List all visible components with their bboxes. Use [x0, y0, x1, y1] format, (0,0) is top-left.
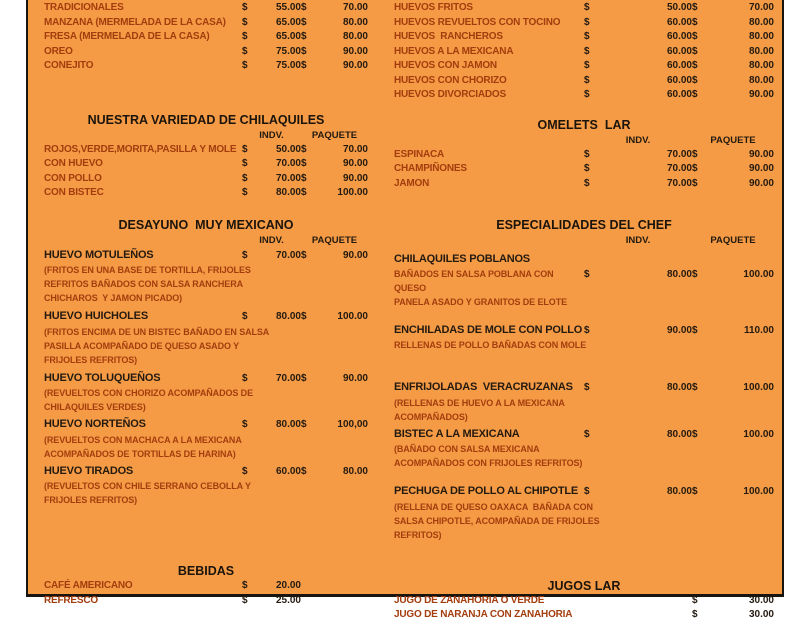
currency-indv: $: [584, 16, 590, 28]
currency-indv: $: [242, 2, 248, 13]
currency-paquete: $: [692, 382, 698, 393]
col-header-indv: INDV.: [259, 234, 284, 246]
price-paquete: 90.00: [342, 372, 368, 384]
price-indv: 60.00: [666, 16, 692, 28]
menu-item-row: [394, 148, 774, 163]
menu-item-row: [394, 74, 774, 89]
menu-item-row: [44, 59, 368, 74]
dish-description: REFRITOS): [394, 529, 442, 540]
menu-item-row: [44, 594, 368, 609]
currency-paquete: $: [692, 148, 698, 160]
item-name: CON BISTEC: [44, 187, 104, 198]
dish-block: [394, 252, 774, 309]
dish-description: FRIJOLES REFRITOS): [44, 354, 138, 365]
price-indv: 80.00: [275, 419, 301, 430]
currency-indv: $: [584, 177, 590, 189]
price-paquete: 90.00: [748, 163, 774, 174]
price-indv: 70.00: [275, 172, 301, 184]
section-desayuno: [44, 217, 368, 508]
currency-paquete: $: [692, 16, 698, 28]
menu-item-row: [44, 1, 368, 16]
currency-paquete: $: [301, 465, 307, 477]
price-indv: 70.00: [666, 148, 692, 160]
price-indv: 80.00: [275, 311, 301, 322]
currency-indv: $: [242, 419, 248, 430]
menu-item-row: [394, 608, 774, 623]
dish-title-row: [394, 323, 774, 339]
price-paquete: 90.00: [748, 148, 774, 160]
currency-indv: $: [584, 486, 590, 497]
price-paquete: 80.00: [342, 16, 368, 28]
dish-title-row: [44, 309, 368, 325]
price-indv: 70.00: [275, 372, 301, 384]
currency-paquete: $: [692, 428, 698, 440]
item-name: REFRESCO: [44, 594, 98, 606]
item-name: HUEVOS FRITOS: [394, 2, 473, 13]
price-indv: 50.00: [275, 143, 301, 155]
price-column-headers: [394, 134, 774, 148]
item-name: HUEVOS CON CHORIZO: [394, 74, 507, 86]
price-indv: 60.00: [666, 89, 692, 100]
section-title: OMELETS LAR: [537, 117, 631, 132]
item-name: JUGO DE ZANAHORIA O VERDE: [394, 594, 545, 606]
dish-name: HUEVO MOTULEÑOS: [44, 248, 154, 261]
dish-block: [394, 323, 774, 353]
dish-block: [394, 484, 774, 542]
currency-paquete: $: [301, 16, 307, 28]
dish-desc-price-row: [394, 267, 774, 295]
menu-item-row: [394, 88, 774, 103]
col-header-paquete: PAQUETE: [311, 234, 358, 246]
section-chilaquiles: [44, 112, 368, 201]
price: 25.00: [275, 594, 301, 606]
item-name: HUEVOS DIVORCIADOS: [394, 89, 506, 100]
item-name: HUEVOS REVUELTOS CON TOCINO: [394, 16, 561, 28]
menu-item-row: [44, 157, 368, 172]
section-title: BEBIDAS: [177, 564, 235, 578]
price-column-headers: [394, 234, 774, 248]
currency-paquete: $: [301, 172, 307, 184]
price: 20.00: [275, 580, 301, 591]
price-paquete: 90.00: [342, 60, 368, 71]
dish-name: PECHUGA DE POLLO AL CHIPOTLE: [394, 485, 579, 497]
dish-title-row: [44, 248, 368, 264]
section-title: JUGOS LAR: [547, 578, 621, 593]
price-indv: 50.00: [666, 2, 692, 13]
price-indv: 80.00: [666, 382, 692, 393]
price-indv: 80.00: [666, 428, 692, 440]
price-column-headers: [44, 129, 368, 143]
price-indv: 75.00: [275, 45, 301, 57]
dish-block: [394, 380, 774, 424]
col-header-indv: INDV.: [625, 134, 651, 146]
item-name: ESPINACA: [394, 148, 445, 160]
item-name: HUEVOS A LA MEXICANA: [394, 45, 514, 57]
currency-indv: $: [242, 249, 248, 261]
currency-indv: $: [242, 158, 248, 169]
menu-right-column: [394, 0, 774, 623]
menu-item-row: [394, 59, 774, 74]
price-indv: 60.00: [275, 465, 301, 477]
section-huevos-items: [394, 1, 774, 103]
currency-paquete: $: [692, 89, 698, 100]
currency-paquete: $: [301, 31, 307, 42]
menu-item-row: [44, 30, 368, 45]
dish-description: PANELA ASADO Y GRANITOS DE ELOTE: [394, 296, 567, 307]
dish-description: (REVUELTOS CON CHILE SERRANO CEBOLLA Y: [44, 481, 251, 491]
dish-description: FRIJOLES REFRITOS): [44, 495, 138, 505]
dish-name: ENCHILADAS DE MOLE CON POLLO: [394, 323, 583, 336]
section-jugos: [394, 578, 774, 623]
currency-paquete: $: [692, 163, 698, 174]
dish-title-row: [394, 484, 774, 500]
currency-paquete: $: [692, 60, 698, 71]
currency-indv: $: [584, 45, 590, 57]
currency-paquete: $: [692, 74, 698, 86]
price-indv: 80.00: [275, 187, 301, 198]
dish-title-row: [394, 252, 774, 267]
dish-description: PASILLA ACOMPAÑADO DE QUESO ASADO Y: [44, 340, 240, 351]
dish-name: HUEVO TOLUQUEÑOS: [44, 371, 161, 384]
item-name: OREO: [44, 45, 73, 57]
dish-title-row: [394, 427, 774, 443]
price-paquete: 100.00: [743, 486, 774, 497]
price-indv: 90.00: [666, 324, 692, 336]
price-indv: 70.00: [666, 163, 692, 174]
currency: $: [242, 580, 248, 591]
currency-indv: $: [584, 89, 590, 100]
item-name: HUEVOS CON JAMON: [394, 60, 497, 71]
menu-item-row: [44, 579, 368, 594]
section-title: ESPECIALIDADES DEL CHEF: [496, 218, 672, 232]
price-indv: 65.00: [275, 16, 301, 28]
dish-description: SALSA CHIPOTLE, ACOMPAÑADA DE FRIJOLES: [394, 515, 600, 526]
section-omelets: [394, 117, 774, 192]
currency-indv: $: [242, 372, 248, 384]
item-name: CON POLLO: [44, 172, 102, 184]
currency-indv: $: [242, 465, 248, 477]
price-indv: 80.00: [666, 268, 692, 280]
price-paquete: 70.00: [342, 2, 368, 13]
currency-indv: $: [584, 2, 590, 13]
currency-paquete: $: [692, 268, 698, 280]
menu-page: [26, 0, 784, 620]
dish-description: BAÑADOS EN SALSA POBLANA CON QUESO: [394, 268, 556, 293]
price-paquete: 90.00: [342, 158, 368, 169]
dish-description: CHILAQUILES VERDES): [44, 402, 146, 412]
menu-item-row: [394, 594, 774, 609]
dish-title-row: [44, 464, 368, 480]
currency-indv: $: [584, 148, 590, 160]
dish-block: [44, 248, 368, 306]
col-header-indv: INDV.: [625, 235, 651, 246]
dish-block: [44, 309, 368, 367]
price-indv: 60.00: [666, 60, 692, 71]
section-title: NUESTRA VARIEDAD DE CHILAQUILES: [87, 112, 325, 127]
price-indv: 65.00: [275, 31, 301, 42]
price-paquete: 110.00: [743, 324, 774, 336]
menu-item-row: [44, 186, 368, 201]
price-paquete: 90.00: [748, 89, 774, 100]
dish-block: [44, 417, 368, 461]
price-indv: 55.00: [275, 2, 301, 13]
price-indv: 60.00: [666, 31, 692, 42]
dish-name: HUEVO HUICHOLES: [44, 310, 148, 322]
dish-description: (RELLENAS DE HUEVO A LA MEXICANA: [394, 397, 565, 408]
currency-indv: $: [242, 31, 248, 42]
dish-block: [394, 427, 774, 471]
dish-description: REFRITOS BAÑADOS CON SALSA RANCHERA: [44, 279, 244, 289]
currency-indv: $: [584, 31, 590, 42]
price-indv: 60.00: [666, 45, 692, 57]
dish-description: (FRITOS ENCIMA DE UN BISTEC BAÑADO EN SALSA: [44, 326, 270, 337]
menu-item-row: [394, 162, 774, 177]
currency-paquete: $: [301, 311, 307, 322]
dish-name: BISTEC A LA MEXICANA: [394, 427, 520, 440]
section-title: DESAYUNO MUY MEXICANO: [118, 217, 294, 232]
item-name: HUEVOS RANCHEROS: [394, 31, 503, 42]
menu-item-row: [394, 16, 774, 31]
col-header-indv: INDV.: [259, 129, 284, 141]
menu-item-row: [394, 1, 774, 16]
currency-indv: $: [584, 428, 590, 440]
currency-paquete: $: [692, 45, 698, 57]
price-paquete: 100,00: [337, 419, 368, 430]
price-indv: 70.00: [275, 249, 301, 261]
price: 30.00: [748, 609, 774, 620]
currency-indv: $: [242, 45, 248, 57]
currency-paquete: $: [692, 486, 698, 497]
price-paquete: 80.00: [748, 74, 774, 86]
col-header-paquete: PAQUETE: [311, 129, 358, 141]
dish-description: (RELLENA DE QUESO OAXACA BAÑADA CON: [394, 501, 593, 512]
dish-description: RELLENAS DE POLLO BAÑADAS CON MOLE: [394, 340, 587, 350]
currency-indv: $: [242, 143, 248, 155]
col-header-paquete: PAQUETE: [710, 235, 756, 246]
price-indv: 80.00: [666, 486, 692, 497]
dish-title-row: [394, 380, 774, 396]
dish-description: (BAÑADO CON SALSA MEXICANA: [394, 444, 540, 454]
price-paquete: 100.00: [743, 382, 774, 393]
currency-paquete: $: [301, 60, 307, 71]
price-indv: 70.00: [275, 158, 301, 169]
item-name: CONEJITO: [44, 60, 94, 71]
currency-indv: $: [242, 16, 248, 28]
menu-item-row: [394, 45, 774, 60]
price-paquete: 90.00: [748, 177, 774, 189]
currency-paquete: $: [301, 187, 307, 198]
price: 30.00: [748, 594, 774, 606]
price-paquete: 70.00: [342, 143, 368, 155]
menu-item-row: [44, 16, 368, 31]
item-name: TRADICIONALES: [44, 2, 124, 13]
currency-indv: $: [584, 268, 590, 280]
currency-indv: $: [584, 382, 590, 393]
section-hotcakes-items: [44, 1, 368, 74]
menu-item-row: [44, 45, 368, 60]
currency-indv: $: [584, 60, 590, 71]
price-paquete: 80.00: [748, 45, 774, 57]
currency-paquete: $: [301, 45, 307, 57]
currency-paquete: $: [301, 372, 307, 384]
currency-paquete: $: [301, 2, 307, 13]
dish-description: (FRITOS EN UNA BASE DE TORTILLA, FRIJOLES: [44, 265, 251, 275]
menu-item-row: [44, 172, 368, 187]
dish-description: ACOMPAÑADOS): [394, 411, 468, 422]
menu-item-row: [44, 143, 368, 158]
price-indv: 60.00: [666, 74, 692, 86]
col-header-paquete: PAQUETE: [710, 134, 756, 146]
currency-indv: $: [242, 172, 248, 184]
item-name: CON HUEVO: [44, 158, 103, 169]
dish-block: [44, 371, 368, 415]
currency-indv: $: [242, 187, 248, 198]
item-name: FRESA (MERMELADA DE LA CASA): [44, 31, 210, 42]
menu-item-row: [394, 30, 774, 45]
menu-item-row: [394, 177, 774, 192]
price-indv: 70.00: [666, 177, 692, 189]
price-paquete: 90.00: [342, 249, 368, 261]
item-name: MANZANA (MERMELADA DE LA CASA): [44, 16, 226, 28]
item-name: CHAMPIÑONES: [394, 163, 467, 174]
currency-paquete: $: [692, 31, 698, 42]
price-column-headers: [44, 234, 368, 248]
dish-description: (REVUELTOS CON CHORIZO ACOMPAÑADOS DE: [44, 388, 253, 398]
currency-paquete: $: [301, 158, 307, 169]
item-name: ROJOS,VERDE,MORITA,PASILLA Y MOLE: [44, 143, 237, 155]
section-bebidas: [44, 563, 368, 608]
price-indv: 75.00: [275, 60, 301, 71]
currency-paquete: $: [692, 2, 698, 13]
dish-description: ACOMPAÑADOS DE TORTILLAS DE HARINA): [44, 448, 236, 459]
price-paquete: 100.00: [337, 187, 368, 198]
dish-description: (REVUELTOS CON MACHACA A LA MEXICANA: [44, 434, 242, 445]
price-paquete: 80.00: [342, 465, 368, 477]
price-paquete: 90.00: [342, 45, 368, 57]
currency-indv: $: [584, 74, 590, 86]
currency-paquete: $: [301, 143, 307, 155]
price-paquete: 90.00: [342, 172, 368, 184]
price-paquete: 80.00: [342, 31, 368, 42]
dish-title-row: [44, 417, 368, 433]
dish-title-row: [44, 371, 368, 387]
price-paquete: 80.00: [748, 16, 774, 28]
item-name: JUGO DE NARANJA CON ZANAHORIA: [394, 609, 573, 620]
price-paquete: 70.00: [748, 2, 774, 13]
item-name: CAFÉ AMERICANO: [44, 580, 133, 591]
price-paquete: 100.00: [337, 311, 368, 322]
currency: $: [242, 594, 248, 606]
dish-block: [44, 464, 368, 508]
currency: $: [692, 609, 698, 620]
currency-paquete: $: [301, 419, 307, 430]
item-name: JAMON: [394, 177, 430, 189]
dish-name: CHILAQUILES POBLANOS: [394, 253, 530, 265]
price-paquete: 80.00: [748, 31, 774, 42]
currency-paquete: $: [301, 249, 307, 261]
price-paquete: 80.00: [748, 60, 774, 71]
price-paquete: 100.00: [743, 428, 774, 440]
currency-indv: $: [242, 311, 248, 322]
dish-name: HUEVO NORTEÑOS: [44, 418, 146, 430]
currency-indv: $: [584, 163, 590, 174]
currency-indv: $: [584, 324, 590, 336]
currency-indv: $: [242, 60, 248, 71]
dish-description: CHICHAROS Y JAMON PICADO): [44, 293, 183, 303]
section-especialidades: [394, 217, 774, 542]
currency-paquete: $: [692, 177, 698, 189]
menu-left-column: [44, 0, 368, 608]
currency-paquete: $: [692, 324, 698, 336]
dish-name: HUEVO TIRADOS: [44, 464, 134, 477]
price-paquete: 100.00: [743, 268, 774, 280]
currency: $: [692, 594, 698, 606]
dish-name: ENFRIJOLADAS VERACRUZANAS: [394, 381, 573, 393]
dish-description: ACOMPAÑADOS CON FRIJOLES REFRITOS): [394, 458, 583, 468]
